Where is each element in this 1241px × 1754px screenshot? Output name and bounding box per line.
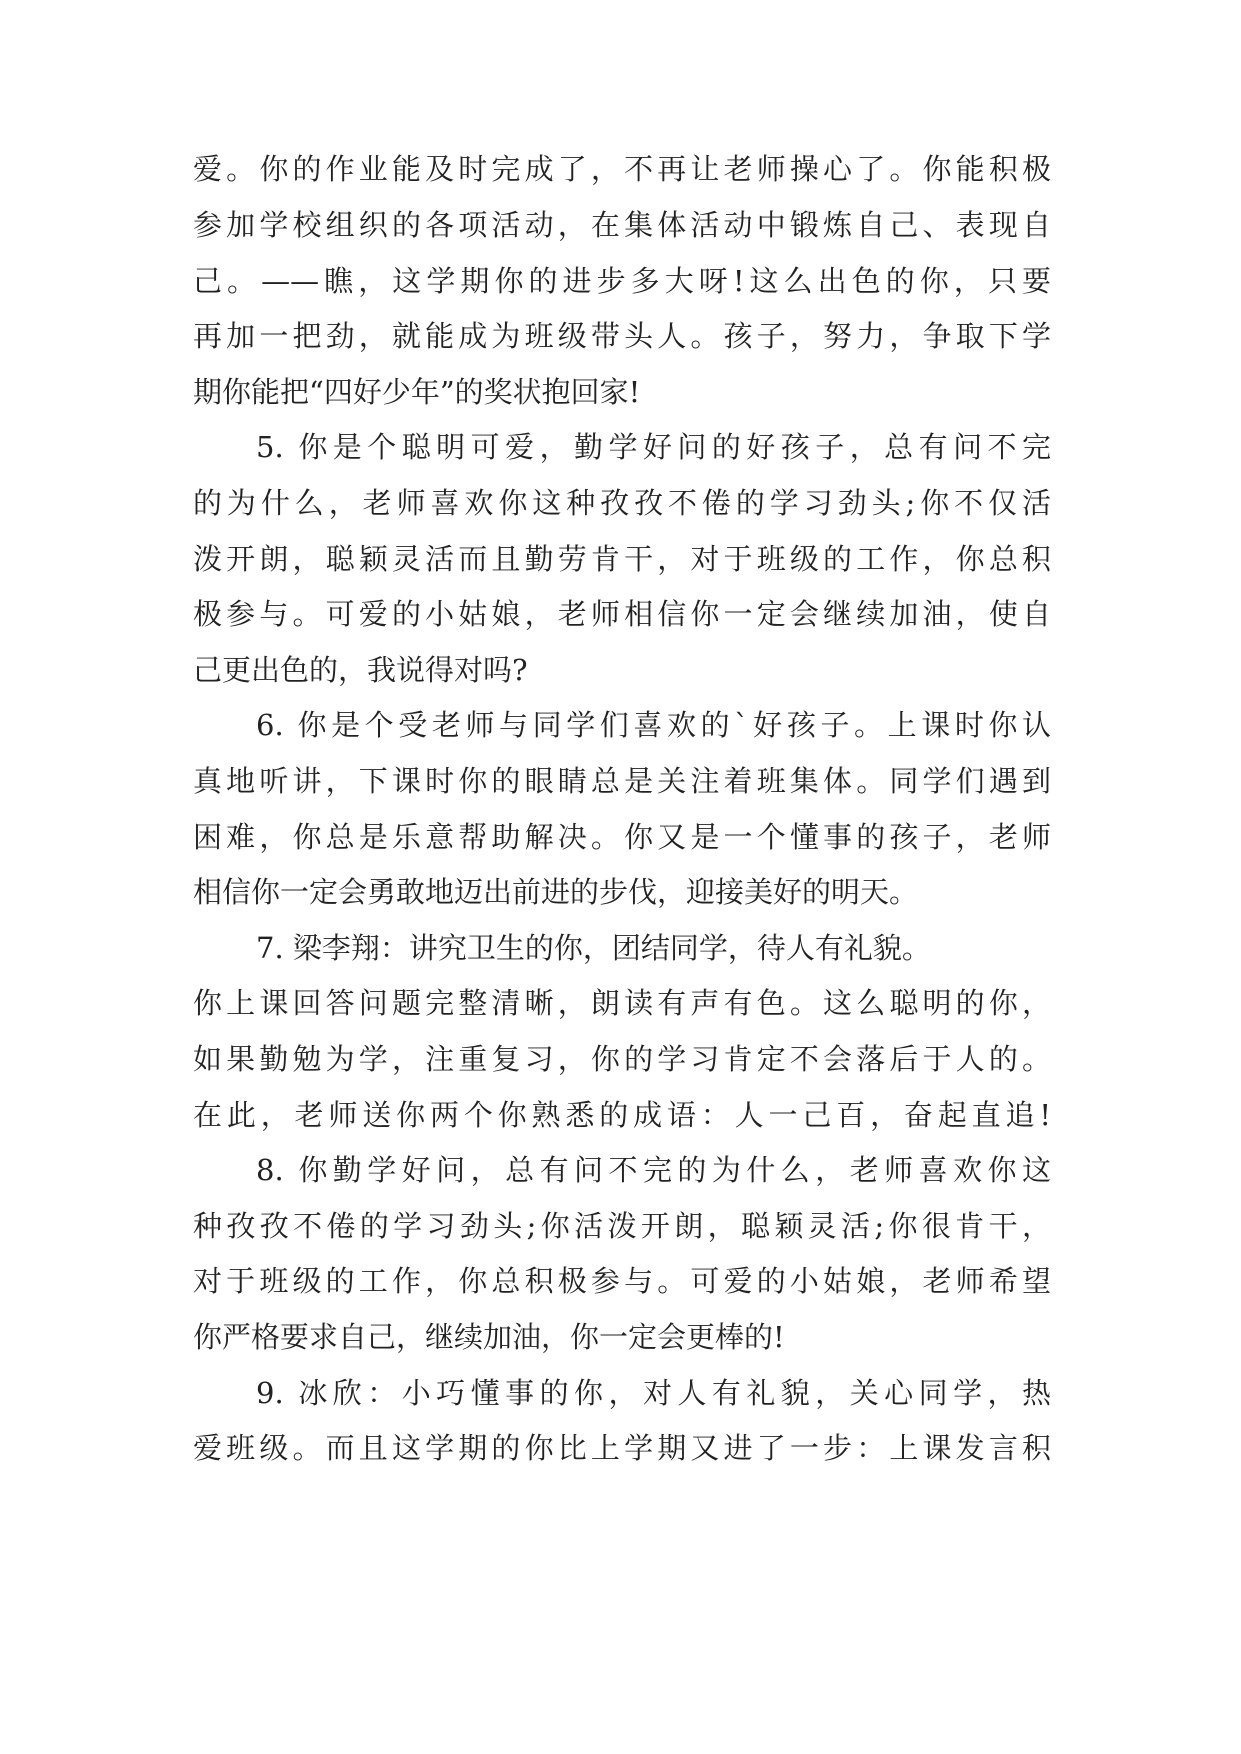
- text-line: 己更出色的，我说得对吗?: [193, 653, 528, 687]
- text-line: 泼开朗，聪颖灵活而且勤劳肯干，对于班级的工作，你总积: [193, 542, 1051, 576]
- text-line: 在此，老师送你两个你熟悉的成语：人一己百，奋起直追!: [193, 1098, 1051, 1132]
- text-line: 你严格要求自己，继续加油，你一定会更棒的!: [193, 1320, 785, 1354]
- paragraph-9-start: 9. 冰欣：小巧懂事的你，对人有礼貌，关心同学，热: [256, 1376, 1051, 1410]
- text-line: 期你能把“四好少年”的奖状抱回家!: [193, 375, 641, 409]
- paragraph-5-start: 5. 你是个聪明可爱，勤学好问的好孩子，总有问不完: [256, 430, 1051, 464]
- text-line: 极参与。可爱的小姑娘，老师相信你一定会继续加油，使自: [193, 597, 1051, 631]
- text-line: 参加学校组织的各项活动，在集体活动中锻炼自己、表现自: [193, 208, 1051, 242]
- text-line: 己。——瞧，这学期你的进步多大呀!这么出色的你，只要: [193, 264, 1051, 298]
- text-line: 爱班级。而且这学期的你比上学期又进了一步：上课发言积: [193, 1431, 1051, 1465]
- text-line: 你上课回答问题完整清晰，朗读有声有色。这么聪明的你，: [193, 986, 1051, 1020]
- text-line: 再加一把劲，就能成为班级带头人。孩子，努力，争取下学: [193, 319, 1051, 353]
- paragraph-7-start: 7. 梁李翔：讲究卫生的你，团结同学，待人有礼貌。: [256, 931, 931, 965]
- text-line: 如果勤勉为学，注重复习，你的学习肯定不会落后于人的。: [193, 1042, 1051, 1076]
- paragraph-8-start: 8. 你勤学好问，总有问不完的为什么，老师喜欢你这: [256, 1153, 1051, 1187]
- text-line: 相信你一定会勇敢地迈出前进的步伐，迎接美好的明天。: [193, 875, 919, 909]
- text-line: 困难，你总是乐意帮助解决。你又是一个懂事的孩子，老师: [193, 820, 1051, 854]
- text-line: 的为什么，老师喜欢你这种孜孜不倦的学习劲头;你不仅活: [193, 486, 1051, 520]
- paragraph-6-start: 6. 你是个受老师与同学们喜欢的`好孩子。上课时你认: [256, 708, 1051, 742]
- text-line: 对于班级的工作，你总积极参与。可爱的小姑娘，老师希望: [193, 1264, 1051, 1298]
- text-line: 爱。你的作业能及时完成了，不再让老师操心了。你能积极: [193, 152, 1051, 186]
- text-line: 种孜孜不倦的学习劲头;你活泼开朗，聪颖灵活;你很肯干，: [193, 1209, 1051, 1243]
- text-line: 真地听讲，下课时你的眼睛总是关注着班集体。同学们遇到: [193, 764, 1051, 798]
